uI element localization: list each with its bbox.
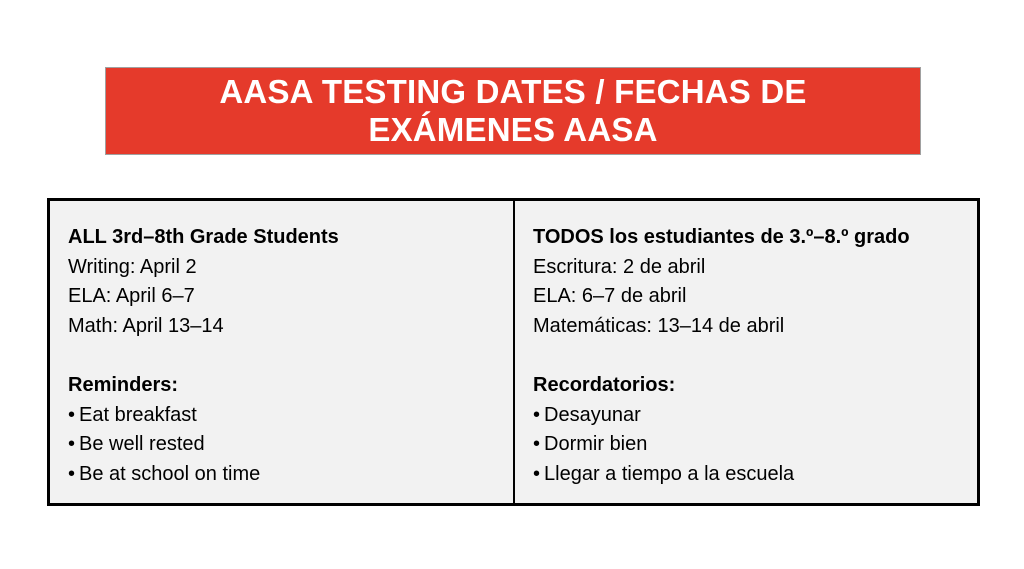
spanish-reminder-item [533, 430, 977, 460]
bullet-icon: • [533, 433, 541, 456]
spanish-reminder-item [533, 460, 977, 490]
english-heading: ALL 3rd–8th Grade Students [68, 226, 339, 248]
reminder-text: Be at school on time [79, 462, 261, 485]
title-line-2: EXÁMENES AASA [368, 111, 658, 148]
bullet-icon: • [68, 433, 76, 456]
bullet-icon: • [533, 462, 541, 485]
english-reminder-item [68, 460, 513, 490]
english-date-writing: Writing: April 2 [68, 255, 197, 278]
page-title [163, 73, 863, 149]
spanish-reminder-item [533, 401, 977, 431]
english-date-ela: ELA: April 6–7 [68, 285, 195, 308]
spanish-heading: TODOS los estudiantes de 3.º–8.º grado [533, 226, 910, 248]
title-banner [105, 67, 921, 155]
english-reminders-heading: Reminders: [68, 373, 179, 396]
bullet-icon: • [68, 462, 76, 485]
english-reminder-item [68, 401, 513, 431]
spanish-date-ela: ELA: 6–7 de abril [533, 285, 687, 308]
spanish-date-writing: Escritura: 2 de abril [533, 255, 706, 278]
english-reminder-item [68, 430, 513, 460]
reminder-text: Llegar a tiempo a la escuela [544, 462, 795, 485]
reminder-text: Dormir bien [544, 433, 648, 456]
reminder-text: Be well rested [79, 433, 205, 456]
english-column [50, 201, 515, 503]
spanish-reminders-heading: Recordatorios: [533, 373, 676, 396]
bullet-icon: • [68, 403, 76, 426]
title-line-1: AASA TESTING DATES / FECHAS DE [219, 73, 807, 110]
reminder-text: Desayunar [544, 403, 641, 426]
english-date-math: Math: April 13–14 [68, 314, 224, 337]
reminder-text: Eat breakfast [79, 403, 197, 426]
spacer [533, 341, 977, 371]
spacer [68, 341, 513, 371]
spanish-column [515, 201, 977, 503]
testing-info-table [47, 198, 980, 506]
bullet-icon: • [533, 403, 541, 426]
spanish-date-math: Matemáticas: 13–14 de abril [533, 314, 785, 337]
